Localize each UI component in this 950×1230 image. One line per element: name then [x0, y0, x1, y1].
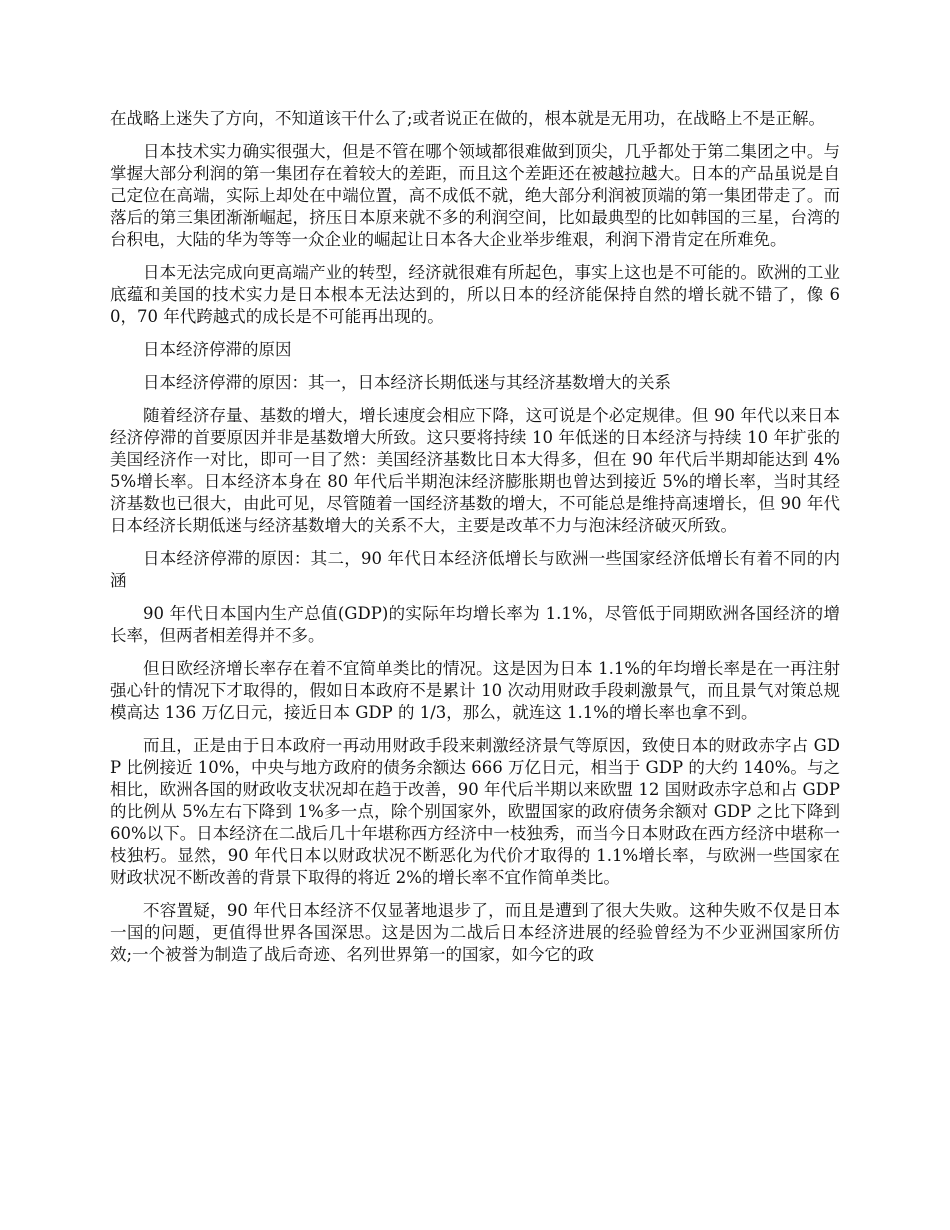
subheading-reason-1: 日本经济停滞的原因：其一，日本经济长期低迷与其经济基数增大的关系	[143, 373, 671, 392]
paragraph-9: 但日欧经济增长率存在着不宜简单类比的情况。这是因为日本 1.1%的年均增长率是在一再注射强心针的情况下才取得的，假如日本政府不是累计 10 次动用财政手段刺激景气，而且景气对策总规模高达 136 万亿日元，接近日本 GDP 的 1/3，那么，就连这 1.1%的增长率也拿不到。	[110, 659, 840, 722]
paragraph-1: 在战略上迷失了方向，不知道该干什么了;或者说正在做的，根本就是无用功，在战略上不是正解。	[110, 109, 826, 128]
paragraph-8: 90 年代日本国内生产总值(GDP)的实际年均增长率为 1.1%，尽管低于同期欧洲各国经济的增长率，但两者相差得并不多。	[110, 604, 840, 645]
paragraph-6: 随着经济存量、基数的增大，增长速度会相应下降，这可说是个必定规律。但 90 年代以来日本经济停滞的首要原因并非是基数增大所致。这只要将持续 10 年低迷的日本经济与持续 10 年扩张的美国经济作一对比，即可一目了然：美国经济基数比日本大得多，但在 90 年代后半期却能达到 4%5%增长率。日本经济本身在 80 年代后半期泡沫经济膨胀期也曾达到接近 5%的增长率，当时其经济基数也已很大，由此可见，尽管随着一国经济基数的增大，不可能总是维持高速增长，但 90 年代日本经济长期低迷与经济基数增大的关系不大，主要是改革不力与泡沫经济破灭所致。	[110, 406, 840, 535]
paragraph-2: 日本技术实力确实很强大，但是不管在哪个领域都很难做到顶尖，几乎都处于第二集团之中。与掌握大部分利润的第一集团存在着较大的差距，而且这个差距还在被越拉越大。日本的产品虽说是自己定位在高端，实际上却处在中端位置，高不成低不就，绝大部分利润被顶端的第一集团带走了。而落后的第三集团渐渐崛起，挤压日本原来就不多的利润空间，比如最典型的比如韩国的三星，台湾的台积电，大陆的华为等等一众企业的崛起让日本各大企业举步维艰，利润下滑肯定在所难免。	[110, 142, 840, 249]
subheading-reason-2: 日本经济停滞的原因：其二，90 年代日本经济低增长与欧洲一些国家经济低增长有着不同的内涵	[110, 549, 840, 590]
paragraph-10: 而且，正是由于日本政府一再动用财政手段来刺激经济景气等原因，致使日本的财政赤字占 GDP 比例接近 10%，中央与地方政府的债务余额达 666 万亿日元，相当于 GDP 的大约 140%。与之相比，欧洲各国的财政收支状况却在趋于改善，90 年代后半期以来欧盟 12 国财政赤字总和占 GDP 的比例从 5%左右下降到 1%多一点，除个别国家外，欧盟国家的政府债务余额对 GDP 之比下降到 60%以下。日本经济在二战后几十年堪称西方经济中一枝独秀，而当今日本财政在西方经济中堪称一枝独朽。显然，90 年代日本以财政状况不断恶化为代价才取得的 1.1%增长率，与欧洲一些国家在财政状况不断改善的背景下取得的将近 2%的增长率不宜作简单类比。	[110, 736, 840, 887]
section-heading: 日本经济停滞的原因	[143, 340, 292, 359]
paragraph-3: 日本无法完成向更高端产业的转型，经济就很难有所起色，事实上这也是不可能的。欧洲的工业底蕴和美国的技术实力是日本根本无法达到的，所以日本的经济能保持自然的增长就不错了，像 60，70 年代跨越式的成长是不可能再出现的。	[110, 263, 840, 326]
document-body	[110, 108, 840, 977]
paragraph-11: 不容置疑，90 年代日本经济不仅显著地退步了，而且是遭到了很大失败。这种失败不仅是日本一国的问题，更值得世界各国深思。这是因为二战后日本经济进展的经验曾经为不少亚洲国家所仿效;一个被誉为制造了战后奇迹、名列世界第一的国家，如今它的政	[110, 901, 840, 964]
